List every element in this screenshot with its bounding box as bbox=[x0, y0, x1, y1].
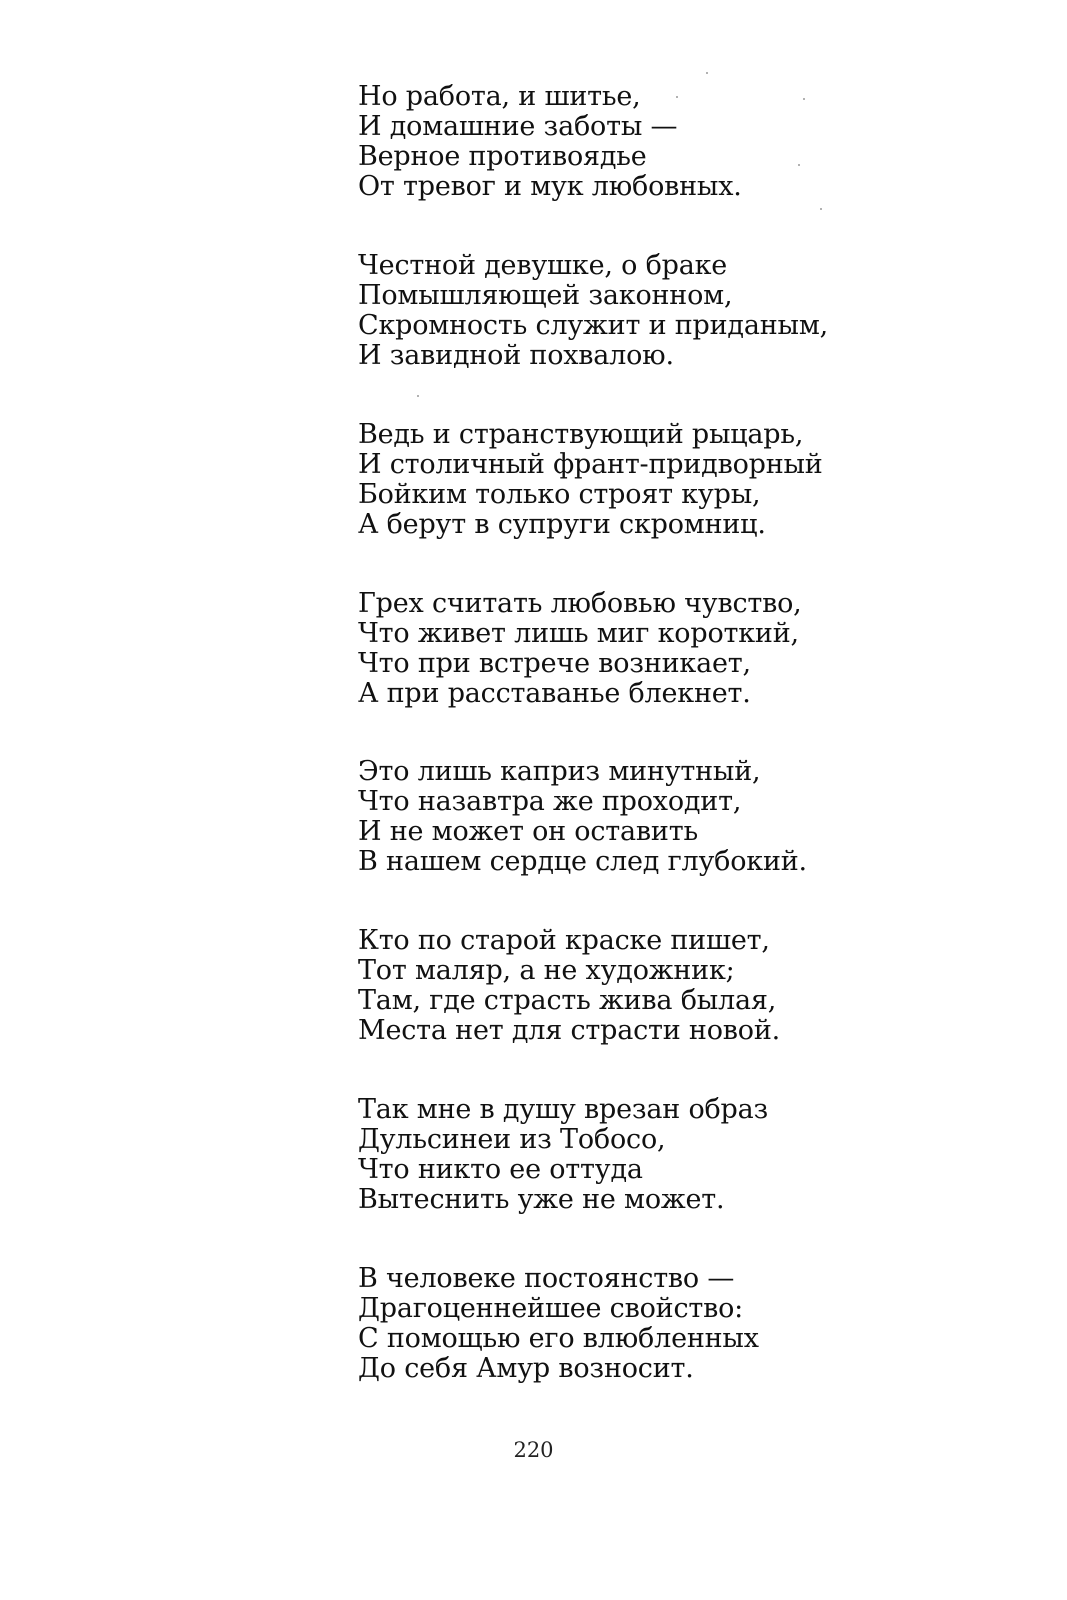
poem-line: Что назавтра же проходит, bbox=[358, 786, 742, 817]
scan-speck bbox=[706, 72, 708, 74]
scan-speck bbox=[417, 395, 419, 397]
poem-line: Кто по старой краске пишет, bbox=[358, 925, 770, 956]
stanza-6 bbox=[358, 926, 958, 1046]
poem-line: До себя Амур возносит. bbox=[358, 1353, 694, 1384]
poem-line: Грех считать любовью чувство, bbox=[358, 588, 802, 619]
scan-speck bbox=[676, 96, 678, 98]
poem-line: В человеке постоянство — bbox=[358, 1263, 735, 1294]
scan-speck bbox=[820, 208, 822, 210]
poem-line: И не может он оставить bbox=[358, 816, 698, 847]
poem-line: И столичный франт-придворный bbox=[358, 449, 823, 480]
poem-line: А берут в супруги скромниц. bbox=[358, 509, 766, 540]
stanza-4 bbox=[358, 589, 958, 709]
poem-line: Что живет лишь миг короткий, bbox=[358, 618, 799, 649]
poem-line: Бойким только строят куры, bbox=[358, 479, 761, 510]
stanza-3 bbox=[358, 420, 958, 540]
poem-line: С помощью его влюбленных bbox=[358, 1323, 759, 1354]
poem-line: Но работа, и шитье, bbox=[358, 81, 641, 112]
poem-line: Верное противоядье bbox=[358, 141, 647, 172]
poem-line: Ведь и странствующий рыцарь, bbox=[358, 419, 804, 450]
poem-line: Что при встрече возникает, bbox=[358, 648, 751, 679]
poem-line: И домашние заботы — bbox=[358, 111, 678, 142]
stanza-7 bbox=[358, 1095, 958, 1215]
poem-line: А при расставанье блекнет. bbox=[358, 678, 751, 709]
poem-line: Так мне в душу врезан образ bbox=[358, 1094, 769, 1125]
poem-line: В нашем сердце след глубокий. bbox=[358, 846, 807, 877]
poem-line: Помышляющей законном, bbox=[358, 280, 733, 311]
poem-line: Вытеснить уже не может. bbox=[358, 1184, 725, 1215]
poem-line: Скромность служит и приданым, bbox=[358, 310, 829, 341]
scan-speck bbox=[798, 164, 800, 166]
page-number: 220 bbox=[513, 1438, 554, 1462]
poem-line: Это лишь каприз минутный, bbox=[358, 756, 761, 787]
poem-line: Честной девушке, о браке bbox=[358, 250, 728, 281]
poem-line: Тот маляр, а не художник; bbox=[358, 955, 735, 986]
poem-line: Места нет для страсти новой. bbox=[358, 1015, 781, 1046]
poem-line: Там, где страсть жива былая, bbox=[358, 985, 777, 1016]
poem-line: От тревог и мук любовных. bbox=[358, 171, 742, 202]
poem-line: Дульсинеи из Тобосо, bbox=[358, 1124, 666, 1155]
poem-line: Драгоценнейшее свойство: bbox=[358, 1293, 744, 1324]
stanza-2 bbox=[358, 251, 958, 371]
scan-speck bbox=[803, 98, 805, 100]
poem-line: Что никто ее оттуда bbox=[358, 1154, 643, 1185]
stanza-8 bbox=[358, 1264, 958, 1384]
stanza-5 bbox=[358, 757, 958, 877]
poem-line: И завидной похвалою. bbox=[358, 340, 674, 371]
stanza-1 bbox=[358, 82, 958, 202]
